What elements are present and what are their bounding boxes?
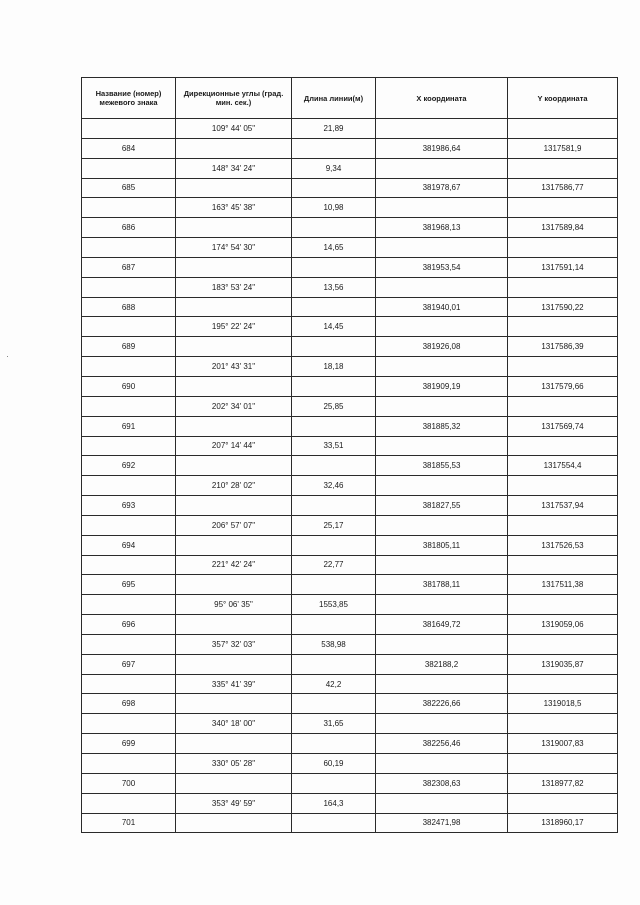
cell-marker-name: 696 — [82, 615, 176, 635]
cell-x-coordinate — [376, 634, 508, 654]
cell-line-length — [292, 257, 376, 277]
cell-marker-name: 693 — [82, 496, 176, 516]
cell-direction-angle — [176, 297, 292, 317]
cell-marker-name — [82, 119, 176, 139]
table-row — [82, 396, 618, 416]
cell-x-coordinate — [376, 277, 508, 297]
cell-x-coordinate: 382308,63 — [376, 773, 508, 793]
table-row — [82, 754, 618, 774]
cell-y-coordinate — [508, 396, 618, 416]
cell-direction-angle: 163° 45' 38" — [176, 198, 292, 218]
cell-x-coordinate: 381986,64 — [376, 138, 508, 158]
cell-y-coordinate: 1317591,14 — [508, 257, 618, 277]
cell-line-length — [292, 456, 376, 476]
cell-direction-angle — [176, 257, 292, 277]
cell-x-coordinate: 381827,55 — [376, 496, 508, 516]
table-row — [82, 416, 618, 436]
cell-line-length — [292, 773, 376, 793]
cell-direction-angle: 206° 57' 07" — [176, 515, 292, 535]
cell-y-coordinate — [508, 158, 618, 178]
cell-x-coordinate: 381805,11 — [376, 535, 508, 555]
cell-direction-angle: 195° 22' 24" — [176, 317, 292, 337]
table-row — [82, 257, 618, 277]
cell-marker-name — [82, 714, 176, 734]
cell-marker-name — [82, 595, 176, 615]
cell-y-coordinate: 1317586,39 — [508, 337, 618, 357]
cell-y-coordinate — [508, 595, 618, 615]
cell-y-coordinate — [508, 119, 618, 139]
header-length: Длина линии(м) — [292, 78, 376, 119]
cell-direction-angle — [176, 376, 292, 396]
cell-direction-angle: 95° 06' 35" — [176, 595, 292, 615]
table-row — [82, 714, 618, 734]
cell-line-length — [292, 535, 376, 555]
cell-direction-angle — [176, 694, 292, 714]
cell-y-coordinate — [508, 515, 618, 535]
cell-direction-angle: 202° 34' 01" — [176, 396, 292, 416]
cell-marker-name: 692 — [82, 456, 176, 476]
cell-marker-name — [82, 754, 176, 774]
table-row — [82, 297, 618, 317]
cell-direction-angle — [176, 138, 292, 158]
cell-line-length: 21,89 — [292, 119, 376, 139]
table-row — [82, 535, 618, 555]
cell-y-coordinate: 1317581,9 — [508, 138, 618, 158]
cell-y-coordinate — [508, 555, 618, 575]
cell-line-length — [292, 416, 376, 436]
cell-direction-angle — [176, 218, 292, 238]
cell-direction-angle — [176, 496, 292, 516]
cell-y-coordinate — [508, 238, 618, 258]
cell-x-coordinate: 382256,46 — [376, 734, 508, 754]
cell-line-length: 14,45 — [292, 317, 376, 337]
cell-line-length — [292, 218, 376, 238]
cell-line-length — [292, 615, 376, 635]
cell-line-length — [292, 575, 376, 595]
cell-y-coordinate — [508, 793, 618, 813]
table-row — [82, 218, 618, 238]
cell-marker-name — [82, 674, 176, 694]
cell-marker-name — [82, 634, 176, 654]
cell-direction-angle — [176, 416, 292, 436]
cell-marker-name: 695 — [82, 575, 176, 595]
cell-direction-angle: 353° 49' 59" — [176, 793, 292, 813]
cell-direction-angle: 221° 42' 24" — [176, 555, 292, 575]
cell-marker-name: 701 — [82, 813, 176, 833]
cell-marker-name — [82, 277, 176, 297]
cell-marker-name: 688 — [82, 297, 176, 317]
cell-y-coordinate: 1319035,87 — [508, 654, 618, 674]
cell-direction-angle: 330° 05' 28" — [176, 754, 292, 774]
cell-line-length — [292, 813, 376, 833]
cell-direction-angle: 109° 44' 05" — [176, 119, 292, 139]
header-x: X координата — [376, 78, 508, 119]
cell-marker-name: 684 — [82, 138, 176, 158]
cell-x-coordinate — [376, 158, 508, 178]
cell-line-length: 13,56 — [292, 277, 376, 297]
cell-line-length — [292, 496, 376, 516]
cell-x-coordinate: 381909,19 — [376, 376, 508, 396]
table-body — [82, 119, 618, 833]
cell-x-coordinate: 381968,13 — [376, 218, 508, 238]
cell-direction-angle — [176, 575, 292, 595]
cell-marker-name: 694 — [82, 535, 176, 555]
cell-x-coordinate — [376, 476, 508, 496]
cell-line-length: 164,3 — [292, 793, 376, 813]
table-row — [82, 515, 618, 535]
cell-direction-angle: 207° 14' 44" — [176, 436, 292, 456]
cell-line-length — [292, 376, 376, 396]
table-row — [82, 198, 618, 218]
cell-line-length: 18,18 — [292, 357, 376, 377]
cell-line-length: 14,65 — [292, 238, 376, 258]
header-y: Y координата — [508, 78, 618, 119]
cell-x-coordinate: 382471,98 — [376, 813, 508, 833]
cell-y-coordinate — [508, 476, 618, 496]
cell-x-coordinate — [376, 674, 508, 694]
table-row — [82, 654, 618, 674]
cell-line-length — [292, 138, 376, 158]
table-row — [82, 178, 618, 198]
cell-direction-angle — [176, 337, 292, 357]
cell-y-coordinate: 1317589,84 — [508, 218, 618, 238]
cell-x-coordinate — [376, 396, 508, 416]
cell-line-length — [292, 694, 376, 714]
cell-x-coordinate: 381953,54 — [376, 257, 508, 277]
cell-x-coordinate — [376, 357, 508, 377]
cell-y-coordinate: 1317586,77 — [508, 178, 618, 198]
cell-direction-angle: 201° 43' 31" — [176, 357, 292, 377]
cell-y-coordinate: 1318977,82 — [508, 773, 618, 793]
cell-direction-angle — [176, 456, 292, 476]
cell-x-coordinate — [376, 714, 508, 734]
cell-y-coordinate: 1317511,38 — [508, 575, 618, 595]
table-row — [82, 277, 618, 297]
cell-line-length — [292, 654, 376, 674]
cell-direction-angle: 340° 18' 00" — [176, 714, 292, 734]
table-row — [82, 119, 618, 139]
cell-y-coordinate — [508, 317, 618, 337]
cell-y-coordinate — [508, 277, 618, 297]
cell-direction-angle: 357° 32' 03" — [176, 634, 292, 654]
cell-line-length: 32,46 — [292, 476, 376, 496]
cell-line-length — [292, 297, 376, 317]
cell-x-coordinate — [376, 317, 508, 337]
cell-direction-angle: 148° 34' 24" — [176, 158, 292, 178]
cell-y-coordinate: 1317569,74 — [508, 416, 618, 436]
table-row — [82, 456, 618, 476]
cell-marker-name: 690 — [82, 376, 176, 396]
cell-direction-angle: 210° 28' 02" — [176, 476, 292, 496]
cell-x-coordinate: 381926,08 — [376, 337, 508, 357]
cell-marker-name: 689 — [82, 337, 176, 357]
cell-line-length: 9,34 — [292, 158, 376, 178]
cell-y-coordinate: 1317554,4 — [508, 456, 618, 476]
cell-marker-name — [82, 793, 176, 813]
table-row — [82, 773, 618, 793]
cell-marker-name: 700 — [82, 773, 176, 793]
cell-direction-angle: 335° 41' 39" — [176, 674, 292, 694]
table-row — [82, 694, 618, 714]
cell-x-coordinate — [376, 515, 508, 535]
cell-marker-name — [82, 198, 176, 218]
cell-y-coordinate — [508, 357, 618, 377]
cell-marker-name — [82, 396, 176, 416]
cell-line-length: 42,2 — [292, 674, 376, 694]
cell-x-coordinate: 382188,2 — [376, 654, 508, 674]
cell-x-coordinate — [376, 555, 508, 575]
cell-x-coordinate — [376, 119, 508, 139]
table-row — [82, 476, 618, 496]
cell-direction-angle — [176, 654, 292, 674]
cell-direction-angle — [176, 535, 292, 555]
cell-line-length: 10,98 — [292, 198, 376, 218]
cell-x-coordinate: 381788,11 — [376, 575, 508, 595]
cell-line-length: 33,51 — [292, 436, 376, 456]
cell-marker-name: 686 — [82, 218, 176, 238]
scan-speck — [7, 356, 8, 357]
table-row — [82, 793, 618, 813]
table-row — [82, 575, 618, 595]
cell-marker-name — [82, 515, 176, 535]
cell-direction-angle — [176, 813, 292, 833]
cell-line-length — [292, 734, 376, 754]
survey-coordinates-table — [81, 77, 618, 833]
cell-y-coordinate — [508, 754, 618, 774]
table-row — [82, 317, 618, 337]
table-row — [82, 734, 618, 754]
cell-direction-angle: 183° 53' 24" — [176, 277, 292, 297]
cell-x-coordinate — [376, 793, 508, 813]
cell-marker-name — [82, 158, 176, 178]
cell-line-length: 538,98 — [292, 634, 376, 654]
cell-line-length — [292, 337, 376, 357]
cell-y-coordinate — [508, 198, 618, 218]
table-header-row — [82, 78, 618, 119]
cell-direction-angle — [176, 178, 292, 198]
cell-marker-name — [82, 357, 176, 377]
cell-line-length: 31,65 — [292, 714, 376, 734]
cell-marker-name: 697 — [82, 654, 176, 674]
cell-x-coordinate: 381940,01 — [376, 297, 508, 317]
table-row — [82, 674, 618, 694]
cell-x-coordinate — [376, 198, 508, 218]
cell-direction-angle — [176, 734, 292, 754]
cell-x-coordinate: 381978,67 — [376, 178, 508, 198]
cell-x-coordinate: 382226,66 — [376, 694, 508, 714]
table-row — [82, 436, 618, 456]
cell-marker-name: 699 — [82, 734, 176, 754]
cell-marker-name — [82, 317, 176, 337]
cell-y-coordinate: 1319059,06 — [508, 615, 618, 635]
cell-line-length: 22,77 — [292, 555, 376, 575]
cell-y-coordinate: 1318960,17 — [508, 813, 618, 833]
cell-x-coordinate — [376, 238, 508, 258]
table-row — [82, 813, 618, 833]
cell-x-coordinate: 381649,72 — [376, 615, 508, 635]
cell-y-coordinate — [508, 436, 618, 456]
table-row — [82, 376, 618, 396]
table-row — [82, 238, 618, 258]
cell-marker-name — [82, 238, 176, 258]
table-row — [82, 158, 618, 178]
table-row — [82, 595, 618, 615]
cell-line-length — [292, 178, 376, 198]
cell-y-coordinate: 1317579,66 — [508, 376, 618, 396]
cell-x-coordinate: 381855,53 — [376, 456, 508, 476]
cell-direction-angle — [176, 615, 292, 635]
cell-direction-angle: 174° 54' 30" — [176, 238, 292, 258]
cell-y-coordinate: 1319007,83 — [508, 734, 618, 754]
table-row — [82, 615, 618, 635]
table-row — [82, 357, 618, 377]
cell-marker-name: 685 — [82, 178, 176, 198]
cell-line-length: 1553,85 — [292, 595, 376, 615]
cell-marker-name — [82, 476, 176, 496]
cell-x-coordinate — [376, 754, 508, 774]
cell-line-length: 25,85 — [292, 396, 376, 416]
table-row — [82, 634, 618, 654]
table-row — [82, 555, 618, 575]
cell-x-coordinate: 381885,32 — [376, 416, 508, 436]
cell-marker-name: 691 — [82, 416, 176, 436]
cell-marker-name: 698 — [82, 694, 176, 714]
cell-y-coordinate: 1317590,22 — [508, 297, 618, 317]
table-row — [82, 337, 618, 357]
cell-y-coordinate — [508, 634, 618, 654]
cell-marker-name — [82, 555, 176, 575]
cell-y-coordinate: 1317537,94 — [508, 496, 618, 516]
cell-direction-angle — [176, 773, 292, 793]
cell-y-coordinate — [508, 674, 618, 694]
cell-y-coordinate — [508, 714, 618, 734]
cell-y-coordinate: 1317526,53 — [508, 535, 618, 555]
cell-x-coordinate — [376, 436, 508, 456]
header-name: Название (номер) межевого знака — [82, 78, 176, 119]
table-row — [82, 138, 618, 158]
cell-marker-name — [82, 436, 176, 456]
header-angle: Дирекционные углы (град. мин. сек.) — [176, 78, 292, 119]
cell-marker-name: 687 — [82, 257, 176, 277]
cell-y-coordinate: 1319018,5 — [508, 694, 618, 714]
cell-line-length: 25,17 — [292, 515, 376, 535]
cell-x-coordinate — [376, 595, 508, 615]
cell-line-length: 60,19 — [292, 754, 376, 774]
table-row — [82, 496, 618, 516]
